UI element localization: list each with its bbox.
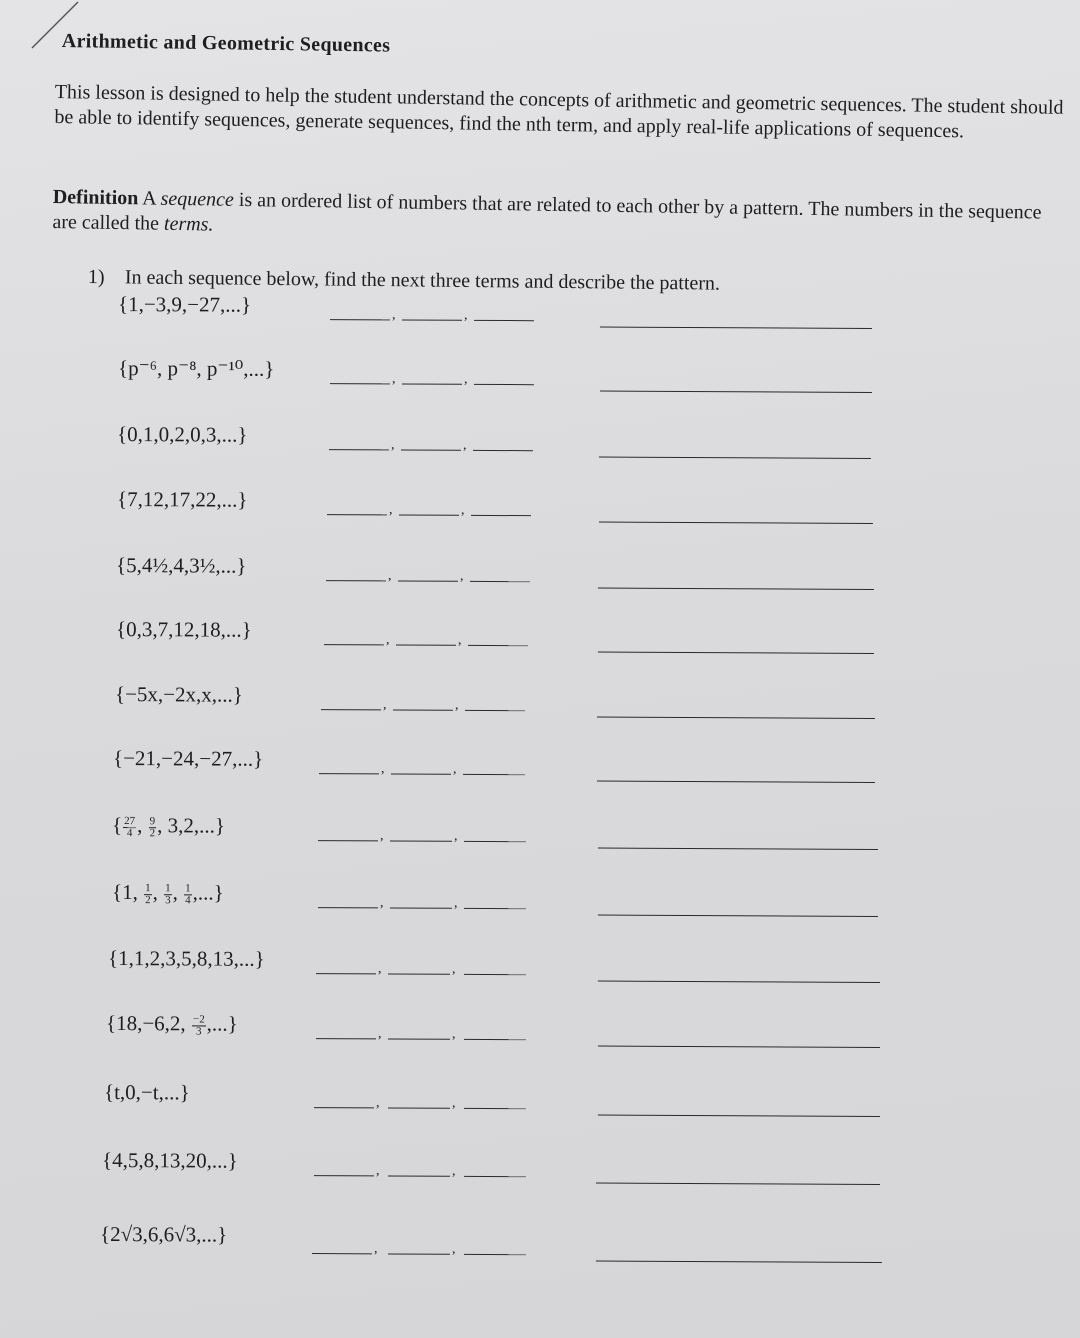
answer-blank[interactable] (464, 1254, 526, 1255)
sequence-row (115, 682, 877, 726)
sequence-expression: {−21,−24,−27,...} (112, 746, 264, 771)
pattern-answer-line[interactable] (598, 1046, 880, 1048)
sequence-row (102, 1148, 882, 1192)
sequence-expression: {0,3,7,12,18,...} (115, 617, 252, 642)
answer-blank[interactable] (393, 709, 453, 710)
pattern-answer-line[interactable] (597, 717, 875, 719)
separator: , (460, 502, 465, 518)
sequence-row (116, 617, 876, 661)
fraction: $\frac{27}{4}$ (124, 814, 136, 839)
pattern-answer-line[interactable] (596, 1183, 880, 1185)
answer-blank[interactable] (398, 580, 458, 581)
separator: , (387, 568, 392, 584)
answer-blank[interactable] (318, 840, 378, 841)
answer-blank[interactable] (474, 384, 534, 385)
separator: , (462, 437, 467, 453)
definition-label: Definition (52, 185, 139, 210)
answer-blank[interactable] (464, 1176, 526, 1177)
answer-blank[interactable] (324, 644, 384, 645)
separator: , (379, 895, 384, 911)
answer-blank[interactable] (391, 773, 451, 774)
sequence-row (104, 1080, 882, 1124)
separator: , (451, 1163, 456, 1179)
question-number: 1) (87, 266, 105, 289)
separator: , (451, 1095, 456, 1111)
fraction: $\frac{9}{2}$ (149, 814, 156, 839)
answer-blank[interactable] (326, 580, 386, 581)
sequence-expression: {2√3,6,6√3,...} (99, 1221, 228, 1247)
answer-blank[interactable] (312, 1253, 372, 1254)
sequence-row (106, 1011, 880, 1055)
answer-blank[interactable] (330, 319, 390, 320)
sequence-expression: {4,5,8,13,20,...} (101, 1147, 238, 1173)
sequence-row (116, 553, 876, 597)
answer-blank[interactable] (329, 449, 389, 450)
fraction: $\frac{1}{2}$ (145, 881, 151, 906)
answer-blank[interactable] (388, 973, 450, 974)
sequence-expression: {18,−6,2, $\frac{-2}{3}$ ,...} (105, 1010, 238, 1038)
answer-blank[interactable] (321, 709, 381, 710)
pattern-answer-line[interactable] (598, 588, 874, 590)
answer-blank[interactable] (402, 383, 462, 384)
answer-blank[interactable] (327, 514, 387, 515)
sequence-row (117, 487, 877, 531)
definition-term-sequence: sequence (160, 187, 235, 211)
intro-paragraph: This lesson is designed to help the student understand the concepts of arithmetic and geometric sequences. The student should be able to identify sequences, generate sequences, find the nth term, and apply real-life applications of sequences. (54, 80, 1064, 143)
pattern-answer-line[interactable] (597, 781, 875, 783)
answer-blank[interactable] (319, 773, 379, 774)
pattern-answer-line[interactable] (599, 457, 871, 459)
definition-term-terms: terms. (163, 212, 214, 236)
answer-blank[interactable] (402, 319, 462, 320)
answer-blank[interactable] (401, 449, 461, 450)
separator: , (380, 761, 385, 777)
pattern-answer-line[interactable] (598, 981, 880, 983)
separator: , (459, 568, 464, 584)
separator: , (388, 502, 393, 518)
separator: , (377, 1026, 382, 1042)
sequence-expression: {1,−3,9,−27,...} (117, 292, 252, 317)
sequence-expression: {1,1,2,3,5,8,13,...} (107, 945, 265, 971)
answer-blank[interactable] (464, 1039, 526, 1040)
sequence-row (108, 946, 880, 990)
separator: , (454, 697, 459, 713)
answer-blank[interactable] (388, 1175, 450, 1176)
answer-blank[interactable] (314, 1107, 374, 1108)
answer-blank[interactable] (388, 1038, 450, 1039)
answer-blank[interactable] (396, 644, 456, 645)
sequence-row (118, 292, 878, 336)
sequence-expression: {p⁻⁶, p⁻⁸, p⁻¹⁰,...} (117, 356, 275, 381)
separator: , (375, 1095, 380, 1111)
answer-blank[interactable] (471, 515, 531, 516)
answer-blank[interactable] (473, 450, 533, 451)
separator: , (451, 961, 456, 977)
separator: , (451, 1241, 456, 1257)
separator: , (379, 828, 384, 844)
definition-text-b: is an ordered list of numbers that are related to each other by a pattern. The numbers in the sequence are called the (52, 188, 1042, 235)
answer-blank[interactable] (388, 1107, 450, 1108)
pattern-answer-line[interactable] (598, 652, 874, 654)
answer-blank[interactable] (388, 1253, 450, 1254)
fraction: $\frac{-2}{3}$ (192, 1013, 205, 1038)
answer-blank[interactable] (464, 1108, 526, 1109)
answer-blank[interactable] (470, 581, 530, 582)
pattern-answer-line[interactable] (599, 522, 873, 524)
sequence-expression: {7,12,17,22,...} (116, 487, 248, 512)
page-title: Arithmetic and Geometric Sequences (61, 30, 391, 57)
pattern-answer-line[interactable] (598, 848, 878, 850)
answer-blank[interactable] (464, 908, 526, 909)
sequence-expression: {0,1,0,2,0,3,...} (116, 422, 248, 447)
sequence-row (117, 422, 877, 466)
separator: , (463, 371, 468, 387)
separator: , (390, 437, 395, 453)
pattern-answer-line[interactable] (598, 1115, 880, 1117)
answer-blank[interactable] (464, 841, 526, 842)
separator: , (391, 371, 396, 387)
separator: , (453, 895, 458, 911)
pattern-answer-line[interactable] (596, 1261, 882, 1263)
answer-blank[interactable] (463, 774, 525, 775)
separator: , (377, 961, 382, 977)
sequence-expression: {1, $\frac{1}{2}$ , $\frac{1}{3}$ , $\frac{1}{4}$ ,...} (111, 879, 224, 907)
answer-blank[interactable] (465, 710, 525, 711)
answer-blank[interactable] (464, 974, 526, 975)
sequence-row (113, 746, 877, 790)
separator: , (452, 761, 457, 777)
sequence-row (100, 1222, 884, 1266)
answer-blank[interactable] (399, 514, 459, 515)
pattern-answer-line[interactable] (600, 391, 872, 393)
separator: , (463, 307, 468, 323)
answer-blank[interactable] (316, 973, 376, 974)
fraction: $\frac{1}{4}$ (185, 882, 191, 907)
answer-blank[interactable] (314, 1175, 374, 1176)
pattern-answer-line[interactable] (598, 915, 878, 917)
separator: , (457, 632, 462, 648)
answer-blank[interactable] (330, 383, 390, 384)
separator: , (451, 1026, 456, 1042)
sequence-expression: {5,4½,4,3½,...} (115, 553, 247, 578)
answer-blank[interactable] (390, 840, 452, 841)
pattern-answer-line[interactable] (600, 327, 872, 329)
separator: , (391, 307, 396, 323)
answer-blank[interactable] (468, 645, 528, 646)
sequence-expression: {−5x,−2x,x,...} (114, 682, 243, 707)
sequence-expression: {t,0,−t,...} (103, 1079, 190, 1105)
separator: , (382, 697, 387, 713)
separator: , (375, 1163, 380, 1179)
fraction: $\frac{1}{3}$ (165, 881, 171, 906)
answer-blank[interactable] (318, 907, 378, 908)
answer-blank[interactable] (474, 320, 534, 321)
question-prompt: In each sequence below, find the next three terms and describe the pattern. (124, 266, 721, 295)
definition-paragraph (52, 185, 1063, 251)
sequence-row (112, 813, 878, 857)
sequence-row (112, 880, 878, 924)
separator: , (453, 828, 458, 844)
answer-blank[interactable] (390, 907, 452, 908)
separator: , (385, 632, 390, 648)
sequence-expression: { $\frac{27}{4}$ , $\frac{9}{2}$ , 3,2,...} (111, 812, 226, 839)
answer-blank[interactable] (316, 1038, 376, 1039)
definition-text-a: A (142, 187, 156, 210)
sequence-row (118, 356, 878, 400)
separator: , (373, 1241, 378, 1257)
